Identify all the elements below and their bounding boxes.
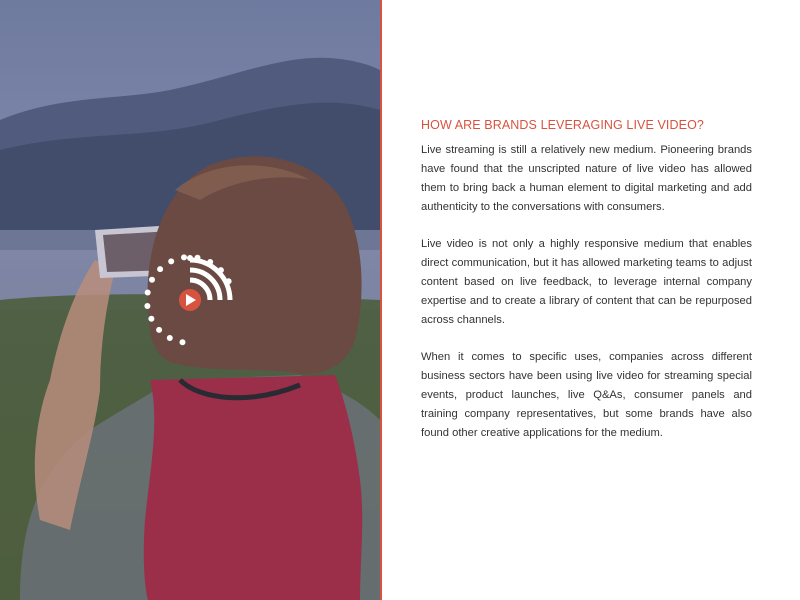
- panel-divider: [380, 0, 382, 600]
- ring-dot: [149, 277, 155, 283]
- hero-photo: [0, 0, 380, 600]
- article-paragraph-1: Live streaming is still a relatively new medium. Pioneering brands have found that the unscripted nature of live video has allowed them to bring back a human element to digital marketing and add authenticity to the conversations with consumers.: [421, 144, 752, 213]
- article-paragraph-3: When it comes to specific uses, companies across different business sectors have been using live video for streaming special events, product launches, live Q&As, consumer panels and training company representatives, but some brands have also found other creative applications for the medium.: [421, 351, 752, 439]
- ring-dot: [145, 290, 151, 296]
- ring-dot: [148, 316, 154, 322]
- article: [421, 118, 752, 461]
- ring-dot: [180, 339, 186, 345]
- ring-dot: [144, 303, 150, 309]
- live-stream-icon: [140, 250, 240, 350]
- ring-dot: [168, 258, 174, 264]
- ring-dot: [157, 266, 163, 272]
- ring-dot: [181, 254, 187, 260]
- ring-dot: [167, 335, 173, 341]
- article-heading: HOW ARE BRANDS LEVERAGING LIVE VIDEO?: [421, 118, 704, 132]
- ring-dot: [156, 327, 162, 333]
- article-paragraph-2: Live video is not only a highly responsive medium that enables direct communication, but it has allowed marketing teams to adjust content based on live feedback, to leverage internal company expertise and to create a library of content that can be repurposed across channels.: [421, 238, 752, 326]
